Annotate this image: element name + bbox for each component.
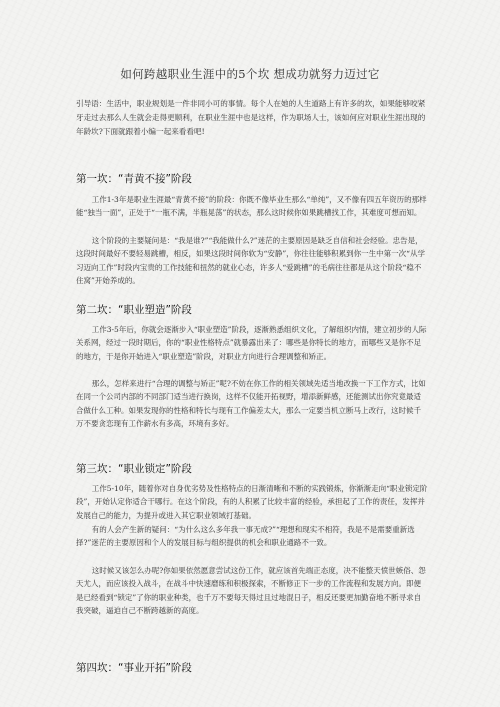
section-2-paragraph-2: 那么，怎样来进行“合理的调整与矫正”呢?不妨在你工作的相关领域先适当地改换一下工作方式，比如在同一个公司内部的不同部门适当进行换岗，这样不仅能开拓视野，增添新鲜感，还能测试出你究竟最适合做什么工种。如果发现你的性格和特长与现有工作偏差太大，那么一定要当机立断马上改行，这时候千万不要贪恋现有工作薪水有多高，环境有多好。 (76, 379, 426, 429)
section-heading-1: 第一坎：“青黄不接”阶段 (76, 173, 192, 185)
section-heading-2: 第二坎：“职业塑造”阶段 (76, 304, 192, 316)
section-1-paragraph-2: 这个阶段的主要疑问是：“我是谁?”“我能做什么?”迷茫的主要原因是缺乏自信和社会经验。忠告是，这段时间最好不要轻易跳槽，相反，如果这段时间你软为“安静”，你往往能够积累到你一生中第一次“从学习迈向工作”时段内宝贵的工作技能和扭然的就业心态，许多人“爱跳槽”的毛病往往都是从这个阶段“稳不住窝”开始养成的。 (76, 236, 425, 286)
section-2-paragraph-1: 工作3-5年后，你就会逐渐步入“职业塑造”阶段，逐渐熟悉组织文化，了解组织内情，建立初步的人际关系网，经过一段时期后，你的“职业性格特点”就暴露出来了：哪些是你特长的地方，而哪些又是你不足的地方，于是你开始进入“职业塑造”阶段，对职业方向进行合理调整和矫正。 (76, 325, 427, 361)
section-3-paragraph-3: 这时候又该怎么办呢?你如果依然愿意尝试这份工作，就应该首先端正态度，决不能整天愤世嫉俗、怨天尤人，而应该投入战斗，在战斗中快速磨练和积极探索，不断修正下一步的工作流程和发展方向。即便是已经看到“锁定”了你的职业种类，也千万不要每天得过且过地混日子，相反还要更加勤奋地不断寻求自我突破，逼迫自己不断跨越新的高度。 (76, 566, 426, 616)
intro-paragraph: 引导语：生活中，职业规划是一件非同小可的事情。每个人在她的人生道路上有许多的坎，如果能够咬紧牙走过去那么人生就会走得更顺利，在职业生涯中也是这样，作为职场人士，该如何应对职业生涯出现的年龄坎?下面就跟着小编一起来看看吧! (76, 99, 426, 136)
section-1-paragraph-1: 工作1-3年是职业生涯最“青黄不接”的阶段：你既不像毕业生那么“单纯”，又不像有四五年资历的那样能“独当一面”，正处于“一瓶不满，半瓶晃荡”的状态，那么这时候你如果跳槽找工作，其难度可想而知。 (76, 195, 427, 218)
section-3-paragraph-2: 有的人会产生新的疑问：“为什么这么多年我一事无成?”“理想和现实不相符，我是不是需要重新选择?”迷茫的主要原因和个人的发展目标与组织提供的机会和职业通路不一致。 (76, 525, 415, 548)
section-3-paragraph-1: 工作5-10年，随着你对自身优劣势及性格特点的日渐清晰和不断的实践锻炼，你渐渐走向“职业锁定阶段”，开始认定你适合干哪行。在这个阶段，有的人积累了比较丰富的经验，承担起了工作的责任，发挥并发展自己的能力，为提升或进入其它职业领域打基础。 (76, 484, 428, 520)
section-heading-4: 第四坎：“事业开拓”阶段 (76, 662, 192, 674)
page-title: 如何跨越职业生涯中的5个坎 想成功就努力迈过它 (120, 67, 380, 81)
section-heading-3: 第三坎：“职业锁定”阶段 (76, 463, 192, 475)
